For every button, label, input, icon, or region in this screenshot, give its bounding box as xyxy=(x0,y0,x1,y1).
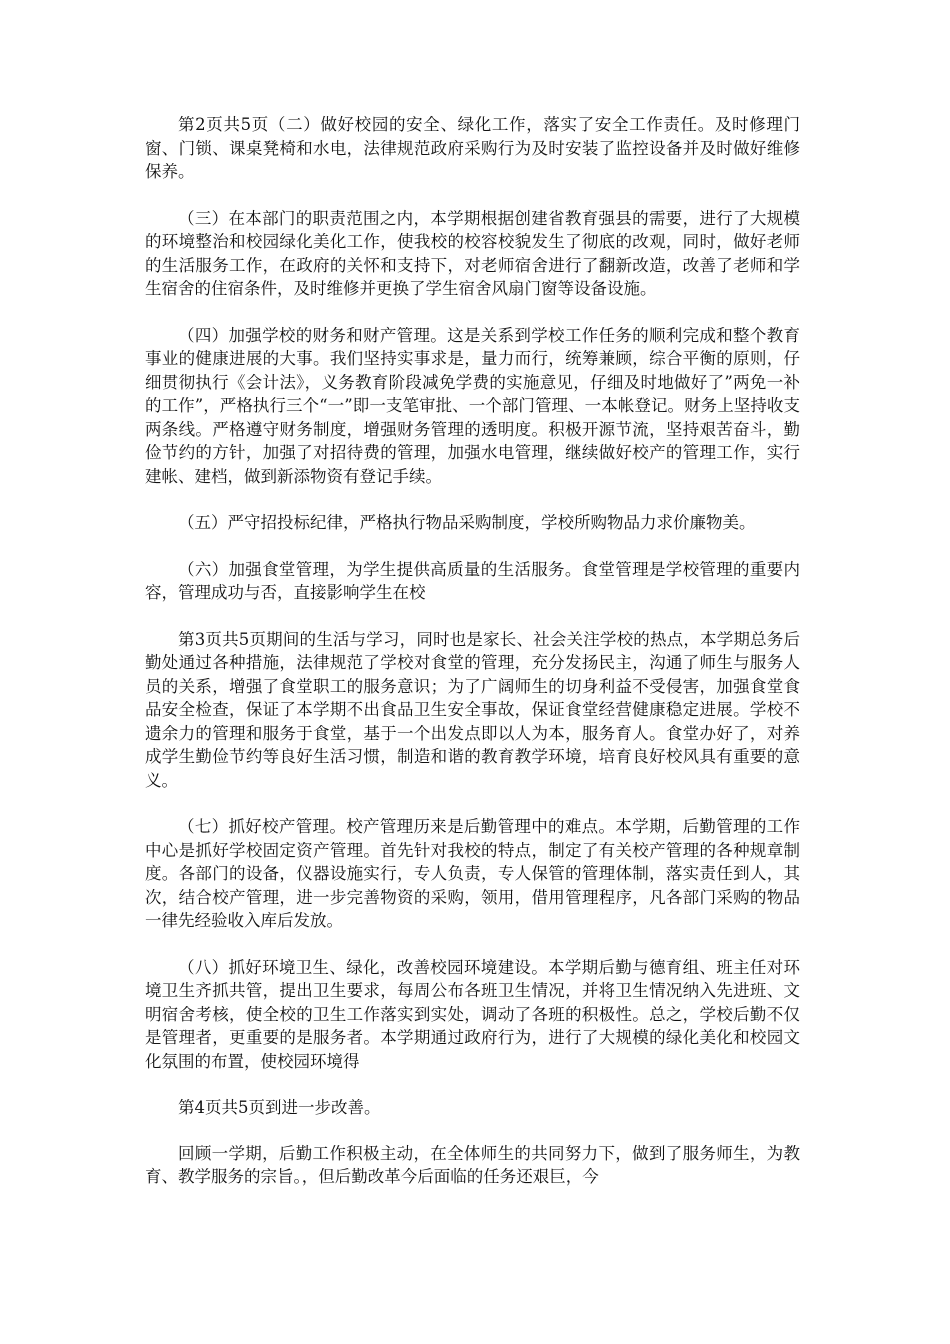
paragraph-section-5: （五）严守招投标纪律，严格执行物品采购制度，学校所购物品力求价廉物美。 xyxy=(178,513,756,532)
paragraph-section-6: （六）加强食堂管理，为学生提供高质量的生活服务。食堂管理是学校管理的重要内容，管理成功与否，直接影响学生在校 xyxy=(145,559,800,602)
paragraph-section-7: （七）抓好校产管理。校产管理历来是后勤管理中的难点。本学期，后勤管理的工作中心是抓好学校固定资产管理。首先针对我校的特点，制定了有关校产管理的各种规章制度。各部门的设备，仪器设施实行，专人负责，专人保管的管理体制，落实责任到人，其次，结合校产管理，进一步完善物资的采购，领用，借用管理程序，凡各部门采购的物品一律先经验收入库后发放。 xyxy=(145,817,800,930)
paragraph-section-3: （三）在本部门的职责范围之内，本学期根据创建省教育强县的需要，进行了大规模的环境整治和校园绿化美化工作，使我校的校容校貌发生了彻底的改观，同时，做好老师的生活服务工作，在政府的关怀和支持下，对老师宿舍进行了翻新改造，改善了老师和学生宿舍的住宿条件，及时维修并更换了学生宿舍风扇门窗等设备设施。 xyxy=(145,208,800,298)
paragraph-section-2: 第2页共5页（二）做好校园的安全、绿化工作，落实了安全工作责任。及时修理门窗、门锁、课桌凳椅和水电，法律规范政府采购行为及时安装了监控设备并及时做好维修保养。 xyxy=(145,115,800,181)
paragraph-review: 回顾一学期，后勤工作积极主动，在全体师生的共同努力下，做到了服务师生，为教育、教学服务的宗旨。，但后勤改革今后面临的任务还艰巨，今 xyxy=(145,1143,800,1186)
document-page xyxy=(145,113,800,1212)
paragraph-page-4-continuation: 第4页共5页到进一步改善。 xyxy=(178,1098,381,1117)
paragraph-section-8: （八）抓好环境卫生、绿化，改善校园环境建设。本学期后勤与德育组、班主任对环境卫生齐抓共管，提出卫生要求，每周公布各班卫生情况，并将卫生情况纳入先进班、文明宿舍考核，使全校的卫生工作落实到实处，调动了各班的积极性。总之，学校后勤不仅是管理者，更重要的是服务者。本学期通过政府行为，进行了大规模的绿化美化和校园文化氛围的布置，使校园环境得 xyxy=(145,957,800,1071)
paragraph-section-4: （四）加强学校的财务和财产管理。这是关系到学校工作任务的顺利完成和整个教育事业的健康进展的大事。我们坚持实事求是，量力而行，统筹兼顾，综合平衡的原则，仔细贯彻执行《会计法》，义务教育阶段减免学费的实施意见，仔细及时地做好了”两免一补的工作”，严格执行三个“一”即一支笔审批、一个部门管理、一本帐登记。财务上坚持收支两条线。严格遵守财务制度，增强财务管理的透明度。积极开源节流，坚持艰苦奋斗，勤俭节约的方针，加强了对招待费的管理，加强水电管理，继续做好校产的管理工作，实行建帐、建档，做到新添物资有登记手续。 xyxy=(145,325,800,486)
paragraph-page-3-continuation: 第3页共5页期间的生活与学习，同时也是家长、社会关注学校的热点，本学期总务后勤处通过各种措施，法律规范了学校对食堂的管理，充分发扬民主，沟通了师生与服务人员的关系，增强了食堂职工的服务意识；为了广阔师生的切身利益不受侵害，加强食堂食品安全检查，保证了本学期不出食品卫生安全事故，保证食堂经营健康稳定进展。学校不遗余力的管理和服务于食堂，基于一个出发点即以人为本，服务育人。食堂办好了，对养成学生勤俭节约等良好生活习惯，制造和谐的教育教学环境，培育良好校风具有重要的意义。 xyxy=(145,629,800,790)
